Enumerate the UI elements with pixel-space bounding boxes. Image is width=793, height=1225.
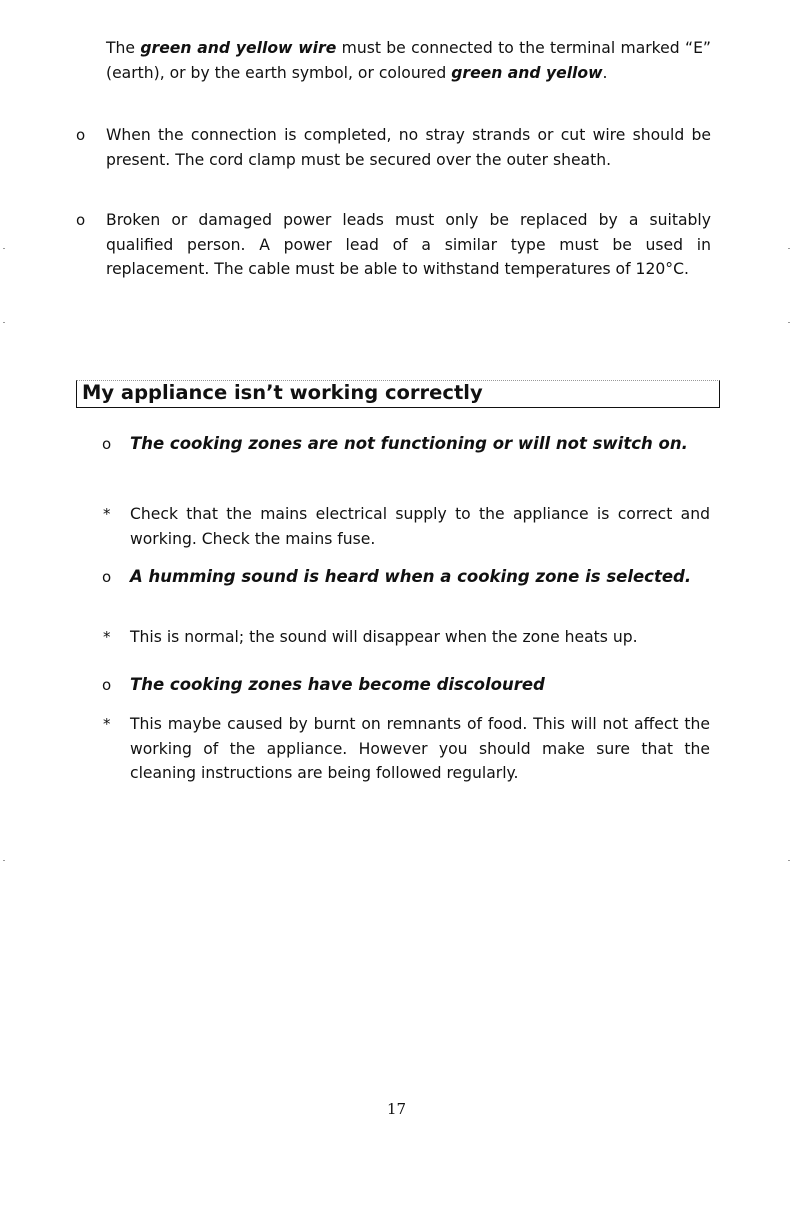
- problem-answer: [130, 502, 710, 551]
- problem-question-text: A humming sound is heard when a cooking zone is selected.: [130, 567, 692, 586]
- problem-question: [130, 432, 710, 457]
- scan-edge-mark: [788, 322, 790, 323]
- section-heading: My appliance isn’t working correctly: [82, 381, 483, 404]
- scan-edge-mark: [3, 860, 5, 861]
- problem-answer-text: This is normal; the sound will disappear when the zone heats up.: [130, 628, 638, 646]
- answer-marker: *: [103, 505, 111, 523]
- intro-paragraph: [106, 36, 711, 85]
- answer-marker: *: [103, 715, 111, 733]
- scan-edge-mark: [3, 322, 5, 323]
- list-item-text: Broken or damaged power leads must only be replaced by a suitably qualified person. A power lead of a similar type must be used in replacement. The cable must be able to withstand temperatures of 120°C.: [106, 211, 711, 278]
- problem-marker: o: [102, 676, 112, 694]
- intro-text-2: must be connected to the terminal marked “E” (earth), or by the earth symbol, or coloured: [106, 39, 712, 82]
- problem-answer: [130, 625, 710, 650]
- intro-text-3: .: [602, 63, 608, 82]
- intro-emphasis-colour: green and yellow: [451, 63, 603, 82]
- page-number: 17: [386, 1100, 407, 1118]
- problem-marker: o: [102, 435, 112, 453]
- problem-question: [130, 565, 710, 590]
- intro-text-1: The: [106, 39, 141, 57]
- scan-edge-mark: [788, 860, 790, 861]
- problem-question-text: The cooking zones have become discoloured: [130, 675, 545, 694]
- problem-question: [130, 673, 710, 698]
- list-item-text: When the connection is completed, no stray strands or cut wire should be present. The cord clamp must be secured over the outer sheath.: [106, 126, 711, 169]
- list-item-connection: [106, 123, 711, 172]
- scan-edge-mark: [788, 248, 790, 249]
- problem-question-text: The cooking zones are not functioning or will not switch on.: [130, 434, 688, 453]
- problem-answer-text: This maybe caused by burnt on remnants of food. This will not affect the working of the appliance. However you should make sure that the cleaning instructions are being followed regularly.: [130, 715, 710, 782]
- answer-marker: *: [103, 628, 111, 646]
- problem-answer: [130, 712, 710, 786]
- problem-marker: o: [102, 568, 112, 586]
- intro-emphasis-wire: green and yellow wire: [140, 39, 337, 57]
- problem-answer-text: Check that the mains electrical supply to the appliance is correct and working. Check the mains fuse.: [130, 505, 710, 548]
- list-item-marker: o: [76, 211, 86, 229]
- scan-edge-mark: [3, 248, 5, 249]
- list-item-power-leads: [106, 208, 711, 282]
- list-item-marker: o: [76, 126, 86, 144]
